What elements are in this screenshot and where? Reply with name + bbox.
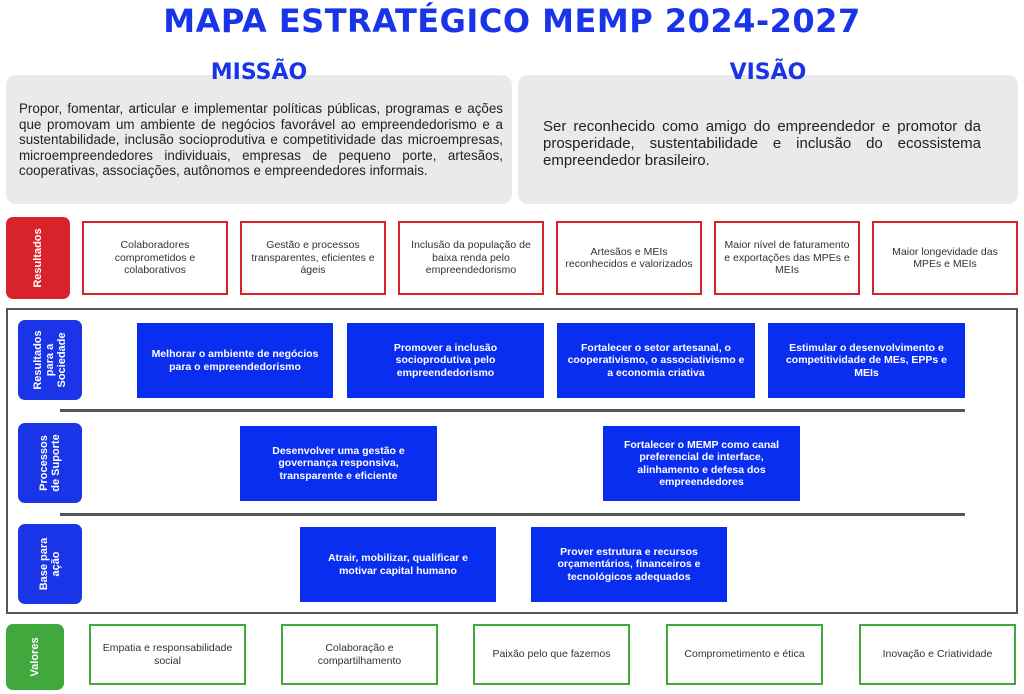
result-box: Maior longevidade das MPEs e MEIs — [872, 221, 1018, 295]
society-objective: Melhorar o ambiente de negócios para o empreendedorismo — [137, 323, 333, 398]
society-objective: Promover a inclusão socioprodutiva pelo empreendedorismo — [347, 323, 544, 398]
society-objective: Fortalecer o setor artesanal, o cooperativismo, o associativismo e a economia criativa — [557, 323, 755, 398]
result-box: Gestão e processos transparentes, eficientes e ágeis — [240, 221, 386, 295]
value-box: Comprometimento e ética — [666, 624, 823, 685]
value-box: Empatia e responsabilidade social — [89, 624, 246, 685]
support-objective: Desenvolver uma gestão e governança responsiva, transparente e eficiente — [240, 426, 437, 501]
support-tab-label: Processos de Suporte — [38, 434, 62, 492]
mission-text: Propor, fomentar, articular e implementar políticas públicas, programas e ações que promovam um ambiente de negócios favorável ao empreendedorismo e a sustentabilidade, inclusão socioprodutiva e competitividade das microempresas, microempreendedores individuais, empresas de pequeno porte, artesãos, cooperativas, associações, autônomos e empreendedores informais. — [19, 101, 503, 178]
row-divider — [60, 409, 965, 412]
values-tab — [6, 624, 64, 690]
support-objective: Fortalecer o MEMP como canal preferencial de interface, alinhamento e defesa dos empreendedores — [603, 426, 800, 501]
row-divider — [60, 513, 965, 516]
result-box: Colaboradores comprometidos e colaborativos — [82, 221, 228, 295]
value-box: Paixão pelo que fazemos — [473, 624, 630, 685]
support-tab — [18, 423, 82, 503]
result-box: Maior nível de faturamento e exportações das MPEs e MEIs — [714, 221, 860, 295]
base-tab-label: Base para ação — [38, 537, 62, 591]
value-box: Inovação e Criatividade — [859, 624, 1016, 685]
page-title: MAPA ESTRATÉGICO MEMP 2024-2027 — [163, 2, 861, 40]
vision-heading: VISÃO — [729, 60, 807, 85]
society-tab-label: Resultados para a Sociedade — [32, 330, 68, 390]
base-objective: Atrair, mobilizar, qualificar e motivar capital humano — [300, 527, 496, 602]
results-tab — [6, 217, 70, 299]
value-box: Colaboração e compartilhamento — [281, 624, 438, 685]
results-tab-label: Resultados — [32, 228, 44, 288]
values-tab-label: Valores — [29, 637, 41, 677]
mission-heading: MISSÃO — [210, 60, 308, 85]
society-objective: Estimular o desenvolvimento e competitividade de MEs, EPPs e MEIs — [768, 323, 965, 398]
base-tab — [18, 524, 82, 604]
result-box: Artesãos e MEIs reconhecidos e valorizados — [556, 221, 702, 295]
result-box: Inclusão da população de baixa renda pelo empreendedorismo — [398, 221, 544, 295]
society-tab — [18, 320, 82, 400]
base-objective: Prover estrutura e recursos orçamentários, financeiros e tecnológicos adequados — [531, 527, 727, 602]
vision-text: Ser reconhecido como amigo do empreendedor e promotor da prosperidade, sustentabilidade e inclusão do ecossistema empreendedor brasileiro. — [543, 118, 981, 169]
